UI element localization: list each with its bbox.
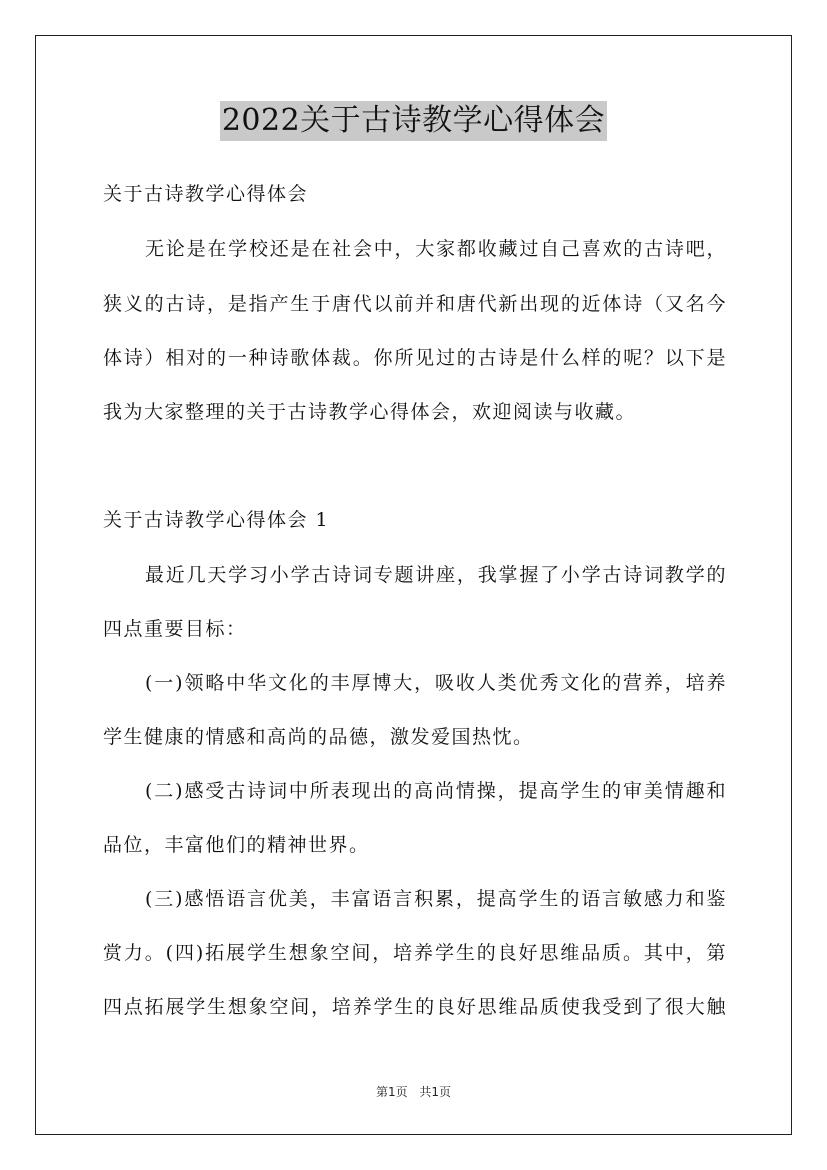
document-title: 2022关于古诗教学心得体会 [220,101,607,141]
paragraph-line: (三)感悟语言优美，丰富语言积累，提高学生的语言敏感力和鉴 [145,888,727,910]
paragraph-line: 学生健康的情感和高尚的品德，激发爱国热忱。 [103,726,534,748]
paragraph-line: 品位，丰富他们的精神世界。 [103,834,370,856]
paragraph-line: 最近几天学习小学古诗词专题讲座，我掌握了小学古诗词教学的 [145,564,727,586]
paragraph-line: 赏力。(四)拓展学生想象空间，培养学生的良好思维品质。其中，第 [103,942,727,964]
document-title-wrap [0,101,827,141]
paragraph-line: 体诗）相对的一种诗歌体裁。你所见过的古诗是什么样的呢？以下是 [103,347,727,369]
paragraph-line: 狭义的古诗，是指产生于唐代以前并和唐代新出现的近体诗（又名今 [103,293,727,315]
page-number: 第1页 [375,1085,408,1099]
paragraph-line: 无论是在学校还是在社会中，大家都收藏过自己喜欢的古诗吧， [145,238,727,260]
page-footer [0,1083,827,1100]
page-total: 共1页 [419,1085,452,1099]
paragraph-line: (一)领略中华文化的丰厚博大，吸收人类优秀文化的营养，培养 [145,672,727,694]
subtitle: 关于古诗教学心得体会 [103,183,309,205]
paragraph-line: 四点拓展学生想象空间，培养学生的良好思维品质使我受到了很大触 [103,996,727,1018]
paragraph-line: 四点重要目标： [103,618,247,640]
paragraph-line: (二)感受古诗词中所表现出的高尚情操，提高学生的审美情趣和 [145,780,727,802]
paragraph-line: 我为大家整理的关于古诗教学心得体会，欢迎阅读与收藏。 [103,401,637,423]
section-heading: 关于古诗教学心得体会 1 [103,509,330,531]
